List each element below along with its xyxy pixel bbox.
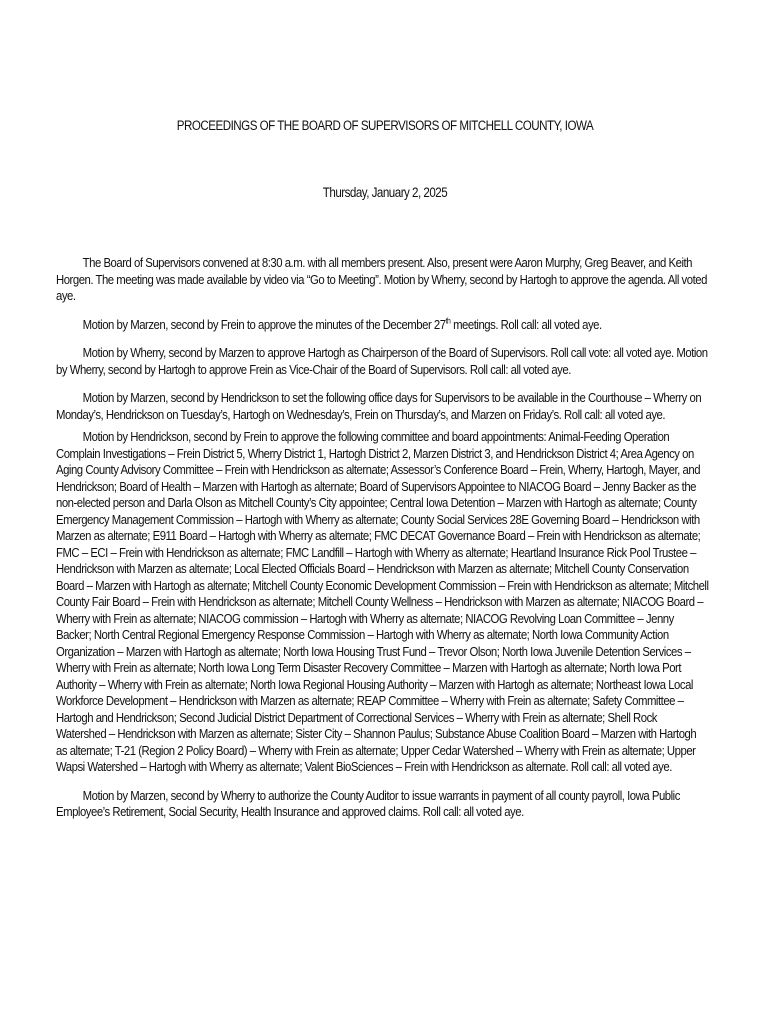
paragraph-warrants: Motion by Marzen, second by Wherry to authorize the County Auditor to issue warrants in payment of all county payroll, Iowa Public Employee’s Retirement, Social Security, Health Insurance and approved claims. Roll call: all voted aye. [56,787,680,819]
document-body [56,255,710,833]
paragraph-minutes [56,317,710,334]
minutes-text-before: Motion by Marzen, second by Frein to approve the minutes of the December 27 [82,316,446,332]
paragraph-convened: The Board of Supervisors convened at 8:30 a.m. with all members present. Also, present were Aaron Murphy, Greg Beaver, and Keith Horgen. The meeting was made available by video via “Go to Meeting”. Motion by Wherry, second by Hartogh to approve the agenda. All voted aye. [56,255,707,303]
minutes-text-after: meetings. Roll call: all voted aye. [450,316,602,332]
paragraph-chairperson: Motion by Wherry, second by Marzen to approve Hartogh as Chairperson of the Board of Supervisors. Roll call vote: all voted aye. Motion by Wherry, second by Hartogh to approve Frein as Vice-Chair of the Board of Supervisors. Roll call: all voted aye. [56,345,708,377]
document-title: PROCEEDINGS OF THE BOARD OF SUPERVISORS OF MITCHELL COUNTY, IOWA [176,118,594,133]
paragraph-appointments: Motion by Hendrickson, second by Frein to approve the following committee and board appointments: Animal-Feeding Operation Complain Investigations – Frein District 5, Wherry District 1, Hartogh District 2, Marzen District 3, and Hendrickson District 4; Area Agency on Aging County Advisory Committee – Frein with Hendrickson as alternate; Assessor’s Conference Board – Frein, Wherry, Hartogh, Mayer, and Hendrickson; Board of Health – Marzen with Hartogh as alternate; Board of Supervisors Appointee to NIACOG Board – Jenny Backer as the non-elected person and Darla Olson as Mitchell County’s City appointee; Central Iowa Detention – Marzen with Hartogh as alternate; County Emergency Management Commission – Hartogh with Wherry as alternate; County Social Services 28E Governing Board – Hendrickson with Marzen as alternate; E911 Board – Hartogh with Wherry as alternate; FMC DECAT Governance Board – Frein with Hendrickson as alternate; FMC – ECI – Frein with Hendrickson as alternate; FMC Landfill – Hartogh with Wherry as alternate; Heartland Insurance Rick Pool Trustee – Hendrickson with Marzen as alternate; Local Elected Officials Board – Hendrickson with Marzen as alternate; Mitchell County Conservation Board – Marzen with Hartogh as alternate; Mitchell County Economic Development Commission – Frein with Hendrickson as alternate; Mitchell County Fair Board – Frein with Hendrickson as alternate; Mitchell County Wellness – Hendrickson with Marzen as alternate; NIACOG Board – Wherry with Frein as alternate; NIACOG commission – Hartogh with Wherry as alternate; NIACOG Revolving Loan Committee – Jenny Backer; North Central Regional Emergency Response Commission – Hartogh with Wherry as alternate; North Iowa Community Action Organization – Marzen with Hartogh as alternate; North Iowa Housing Trust Fund – Trevor Olson; North Iowa Juvenile Detention Services – Wherry with Frein as alternate; North Iowa Long Term Disaster Recovery Committee – Marzen with Hartogh as alternate; North Iowa Port Authority – Wherry with Frein as alternate; North Iowa Regional Housing Authority – Marzen with Hartogh as alternate; Northeast Iowa Local Workforce Development – Hendrickson with Marzen as alternate; REAP Committee – Wherry with Frein as alternate; Safety Committee – Hartogh and Hendrickson; Second Judicial District Department of Correctional Services – Wherry with Frein as alternate; Shell Rock Watershed – Hendrickson with Marzen as alternate; Sister City – Shannon Paulus; Substance Abuse Coalition Board – Marzen with Hartogh as alternate; T-21 (Region 2 Policy Board) – Wherry with Frein as alternate; Upper Cedar Watershed – Wherry with Frein as alternate; Upper Wapsi Watershed – Hartogh with Wherry as alternate; Valent BioSciences – Frein with Hendrickson as alternate. Roll call: all voted aye. [56,429,709,774]
paragraph-office-days: Motion by Marzen, second by Hendrickson to set the following office days for Supervisors to be available in the Courthouse – Wherry on Monday’s, Hendrickson on Tuesday’s, Hartogh on Wednesday’s, Frein on Thursday’s, and Marzen on Friday’s. Roll call: all voted aye. [56,390,702,422]
minutes-ordinal-suffix: th [445,316,451,326]
meeting-date: Thursday, January 2, 2025 [322,185,448,200]
